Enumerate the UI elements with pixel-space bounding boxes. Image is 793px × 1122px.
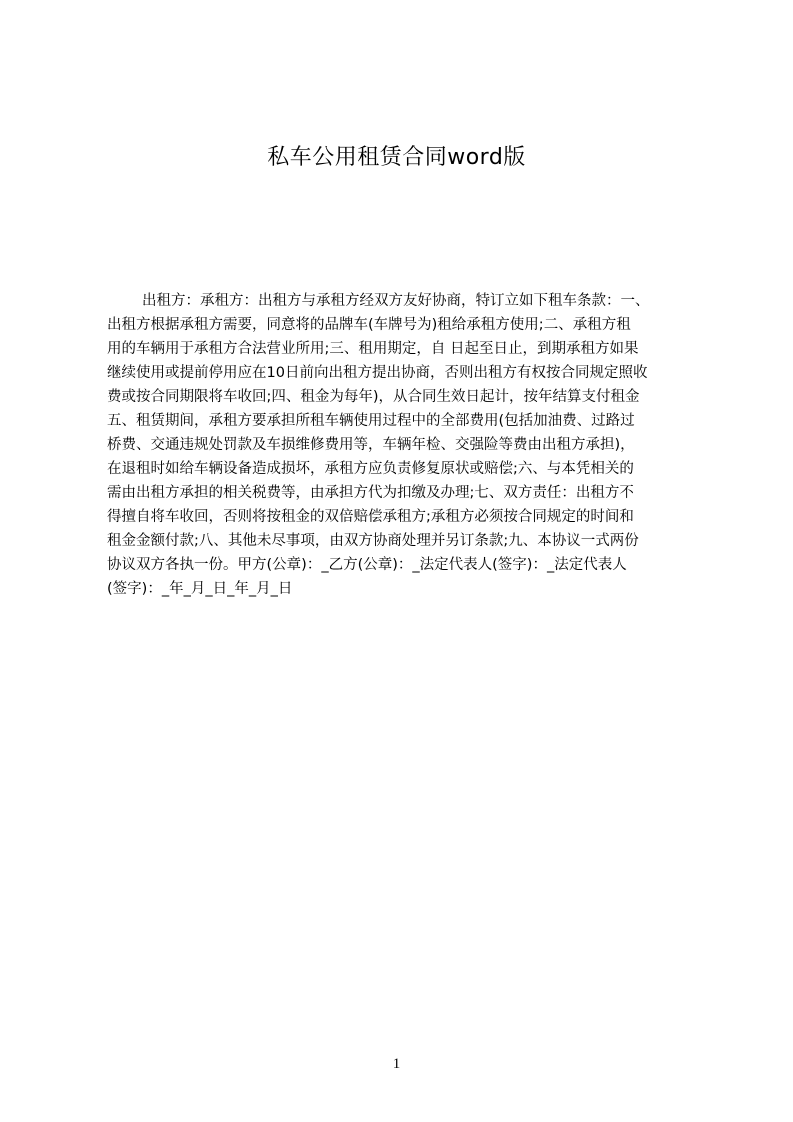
body-line: (签字)：_年_月_日_年_月_日 [107, 581, 293, 597]
document-title: 私车公用租赁合同word版 [267, 145, 526, 170]
body-line: 租金金额付款;八、其他未尽事项，由双方协商处理并另订条款;九、本协议一式两份 [107, 533, 639, 549]
page-number: 1 [392, 1056, 401, 1072]
body-line: 用的车辆用于承租方合法营业所用;三、租用期定，自 日起至日止，到期承租方如果 [107, 341, 639, 357]
body-line: 出租方：承租方：出租方与承租方经双方友好协商，特订立如下租车条款：一、 [142, 293, 650, 309]
body-line: 需由出租方承担的相关税费等，由承担方代为扣缴及办理;七、双方责任：出租方不 [107, 485, 634, 501]
body-line: 得擅自将车收回，否则将按租金的双倍赔偿承租方;承租方必须按合同规定的时间和 [107, 509, 634, 525]
body-line: 五、租赁期间，承租方要承担所租车辆使用过程中的全部费用(包括加油费、过路过 [107, 413, 635, 429]
body-line: 在退租时如给车辆设备造成损坏，承租方应负责修复原状或赔偿;六、与本凭相关的 [107, 461, 634, 477]
body-line: 协议双方各执一份。甲方(公章)：_乙方(公章)：_法定代表人(签字)：_法定代表人 [107, 557, 627, 573]
body-line: 费或按合同期限将车收回;四、租金为每年)，从合同生效日起计，按年结算支付租金 [107, 389, 640, 405]
body-line: 出租方根据承租方需要，同意将的品牌车(车牌号为)租给承租方使用;二、承租方租 [107, 317, 631, 333]
body-line: 桥费、交通违规处罚款及车损维修费用等，车辆年检、交强险等费由出租方承担)， [107, 437, 635, 453]
contract-body [107, 289, 697, 601]
body-line: 继续使用或提前停用应在10日前向出租方提出协商，否则出租方有权按合同规定照收 [107, 365, 648, 381]
